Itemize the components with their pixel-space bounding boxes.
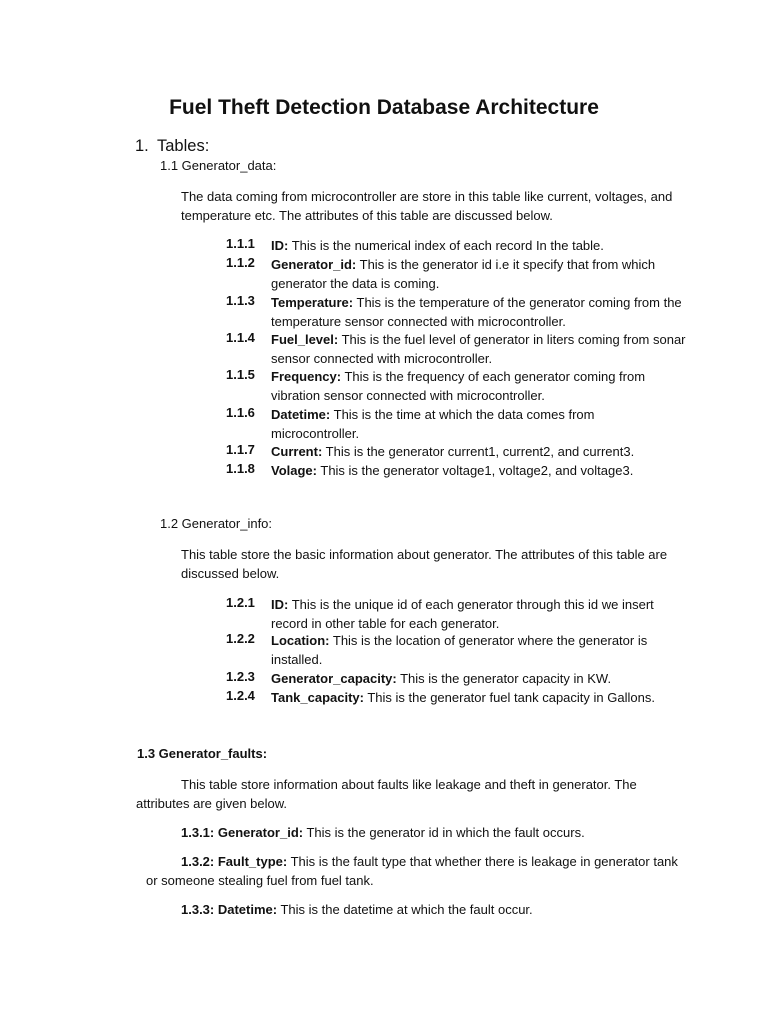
item-term: Current: [271,444,323,459]
item-number: 1.2.1 [226,595,255,610]
subsection-heading-1-1: 1.1 Generator_data: [160,158,277,173]
list-item [181,823,701,842]
list-item [271,595,691,633]
item-term: Tank_capacity: [271,690,364,705]
item-text: This is the numerical index of each record In the table. [288,238,604,253]
item-text: This is the fuel level of generator in liters coming from sonar [338,332,686,347]
item-text: This is the datetime at which the fault occur. [277,902,533,917]
list-item [271,688,691,707]
intro-line: The data coming from microcontroller are store in this table like current, voltages, and [181,189,673,204]
intro-line: discussed below. [181,566,280,581]
item-term: Fuel_level: [271,332,339,347]
item-text: This is the generator current1, current2, and current3. [322,444,635,459]
item-term: ID: [271,597,289,612]
list-item [271,405,691,443]
item-term: 1.3.3: Datetime: [181,902,278,917]
section-number: 1. [135,137,149,155]
item-term: Generator_capacity: [271,671,397,686]
item-text: This is the generator voltage1, voltage2, and voltage3. [317,463,634,478]
list-item [271,236,691,255]
item-number: 1.1.8 [226,461,255,476]
item-term: Frequency: [271,369,342,384]
item-text: This is the generator id in which the fault occurs. [303,825,585,840]
list-item [271,330,691,368]
list-item [271,293,691,331]
item-text-cont: generator the data is coming. [271,276,440,291]
item-text-cont: temperature sensor connected with microcontroller. [271,314,566,329]
page-title: Fuel Theft Detection Database Architecture [169,96,599,119]
subsection-intro-1-2 [181,545,701,583]
item-number: 1.1.3 [226,293,255,308]
item-term: Datetime: [271,407,331,422]
item-term: Generator_id: [271,257,357,272]
item-text: This is the frequency of each generator coming from [341,369,646,384]
list-item [271,442,691,461]
item-number: 1.2.3 [226,669,255,684]
subsection-intro-1-3 [136,775,696,813]
subsection-intro-1-1 [181,187,701,225]
list-item [271,461,691,480]
item-text: This is the time at which the data comes from [330,407,595,422]
list-item [271,631,691,669]
item-text: This is the temperature of the generator coming from the [353,295,682,310]
item-text: This is the generator capacity in KW. [396,671,612,686]
item-text-cont: microcontroller. [271,426,360,441]
item-term: 1.3.1: Generator_id: [181,825,304,840]
subsection-heading-1-3: 1.3 Generator_faults: [137,746,268,761]
item-text: This is the generator fuel tank capacity in Gallons. [363,690,655,705]
intro-line: This table store information about faults like leakage and theft in generator. The [181,777,637,792]
list-item [271,367,691,405]
intro-line: temperature etc. The attributes of this table are discussed below. [181,208,553,223]
item-text-cont: record in other table for each generator. [271,616,500,631]
list-item [271,255,691,293]
list-item [146,852,706,890]
item-number: 1.1.1 [226,236,255,251]
item-number: 1.2.2 [226,631,255,646]
item-text: This is the generator id i.e it specify that from which [356,257,656,272]
item-text-cont: or someone stealing fuel from fuel tank. [146,873,374,888]
item-term: 1.3.2: Fault_type: [181,854,288,869]
section-heading: Tables: [157,137,210,155]
intro-line: This table store the basic information about generator. The attributes of this table are [181,547,668,562]
item-text-cont: vibration sensor connected with microcontroller. [271,388,545,403]
list-item [271,669,691,688]
list-item [181,900,701,919]
item-text-cont: sensor connected with microcontroller. [271,351,493,366]
item-text-cont: installed. [271,652,323,667]
item-term: Location: [271,633,330,648]
item-number: 1.1.4 [226,330,255,345]
item-number: 1.2.4 [226,688,255,703]
item-number: 1.1.5 [226,367,255,382]
item-text: This is the unique id of each generator through this id we insert [288,597,654,612]
item-text: This is the fault type that whether there is leakage in generator tank [287,854,678,869]
item-number: 1.1.6 [226,405,255,420]
item-number: 1.1.2 [226,255,255,270]
item-term: ID: [271,238,289,253]
item-number: 1.1.7 [226,442,255,457]
subsection-heading-1-2: 1.2 Generator_info: [160,516,273,531]
item-term: Volage: [271,463,317,478]
item-term: Temperature: [271,295,354,310]
intro-line: attributes are given below. [136,796,288,811]
item-text: This is the location of generator where the generator is [329,633,648,648]
